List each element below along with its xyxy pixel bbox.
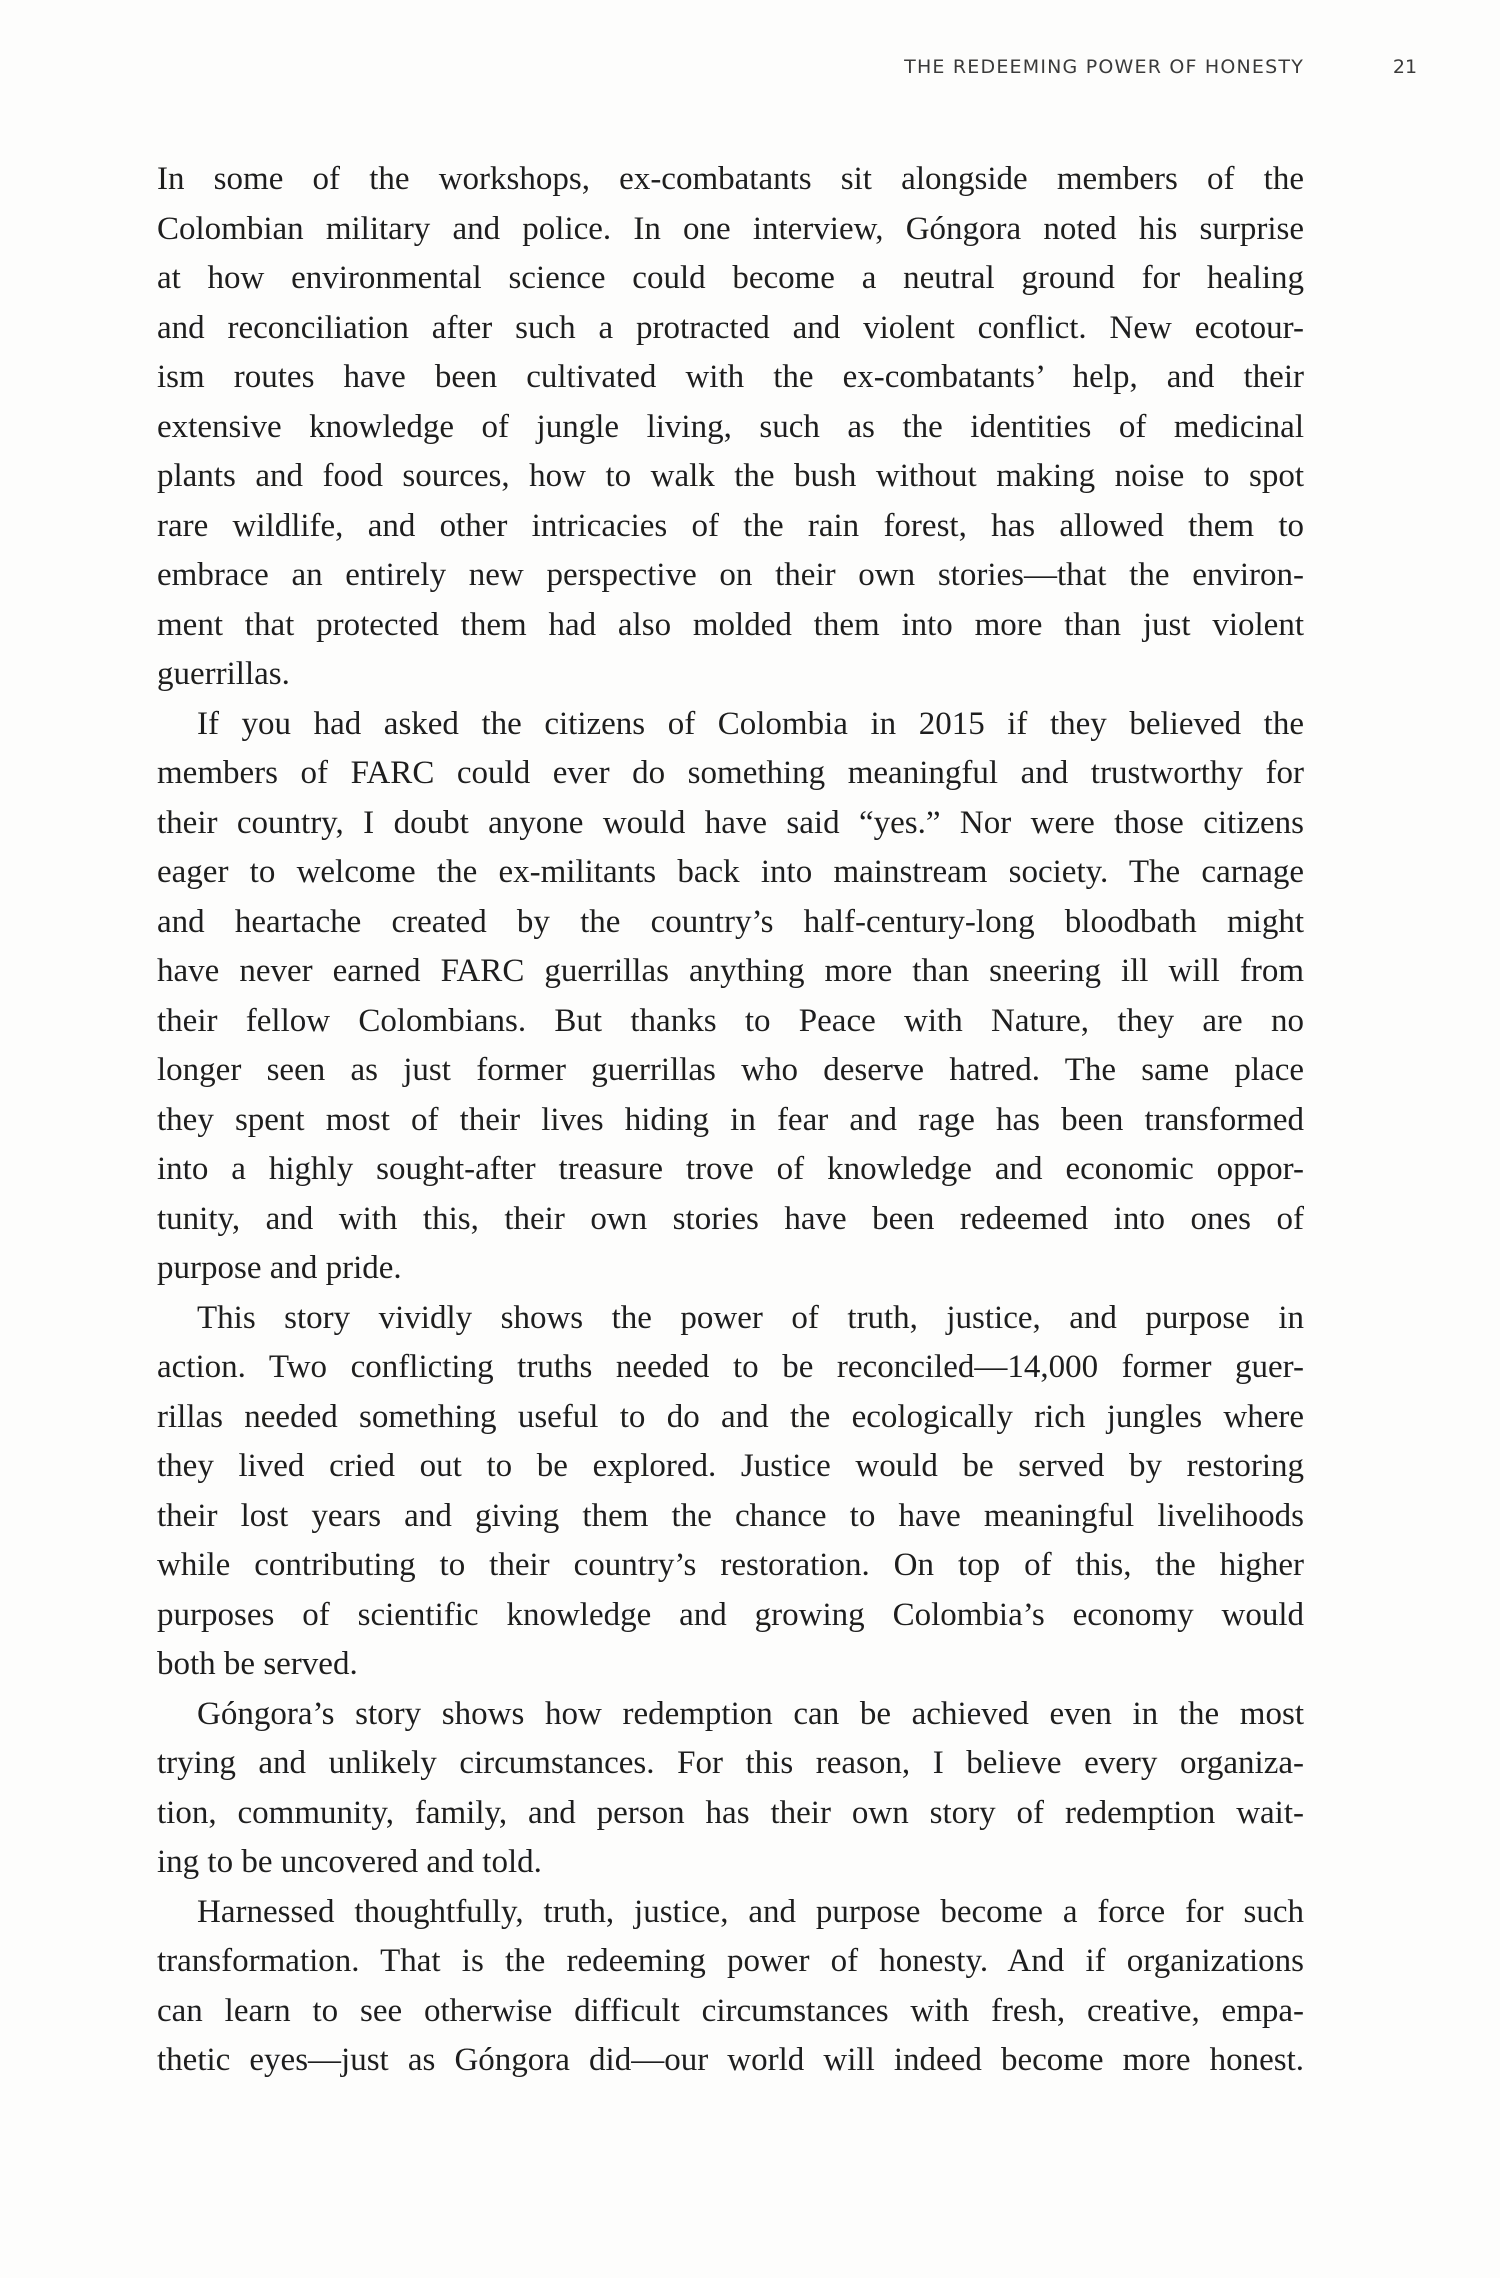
- paragraph: [157, 700, 1304, 1294]
- text-line: into a highly sought-after treasure trove of knowledge and economic oppor-: [157, 1151, 1304, 1187]
- text-line: their fellow Colombians. But thanks to Peace with Nature, they are no: [157, 1002, 1304, 1039]
- text-line: This story vividly shows the power of truth, justice, and purpose in: [197, 1299, 1304, 1336]
- text-line: can learn to see otherwise difficult circumstances with fresh, creative, empa-: [157, 1992, 1304, 2029]
- text-line: and reconciliation after such a protracted and violent conflict. New ecotour-: [157, 309, 1304, 346]
- running-head-title: THE REDEEMING POWER OF HONESTY: [904, 56, 1304, 78]
- text-line: eager to welcome the ex-militants back into mainstream society. The carnage: [157, 854, 1304, 890]
- text-line: ing to be uncovered and told.: [157, 1844, 542, 1880]
- text-line: If you had asked the citizens of Colombia in 2015 if they believed the: [197, 705, 1304, 742]
- text-line: guerrillas.: [157, 656, 290, 692]
- text-line: embrace an entirely new perspective on their own stories—that the environ-: [157, 557, 1304, 593]
- text-line: their lost years and giving them the chance to have meaningful livelihoods: [157, 1497, 1304, 1534]
- text-line: they spent most of their lives hiding in fear and rage has been transformed: [157, 1101, 1304, 1138]
- text-line: they lived cried out to be explored. Justice would be served by restoring: [157, 1448, 1304, 1484]
- text-line: extensive knowledge of jungle living, such as the identities of medicinal: [157, 408, 1304, 445]
- text-line: Colombian military and police. In one interview, Góngora noted his surprise: [157, 210, 1304, 247]
- text-line: both be served.: [157, 1646, 358, 1682]
- text-line: their country, I doubt anyone would have said “yes.” Nor were those citizens: [157, 804, 1304, 841]
- text-line: members of FARC could ever do something meaningful and trustworthy for: [157, 755, 1304, 791]
- text-line: In some of the workshops, ex-combatants sit alongside members of the: [157, 161, 1304, 197]
- text-line: rillas needed something useful to do and the ecologically rich jungles where: [157, 1398, 1304, 1435]
- body-text: [157, 155, 1304, 2086]
- text-line: transformation. That is the redeeming power of honesty. And if organizations: [157, 1943, 1304, 1979]
- page-number: 21: [1392, 56, 1418, 78]
- text-line: ism routes have been cultivated with the ex-combatants’ help, and their: [157, 359, 1304, 395]
- text-line: ment that protected them had also molded them into more than just violent: [157, 606, 1304, 643]
- text-line: and heartache created by the country’s half-century-long bloodbath might: [157, 903, 1304, 940]
- text-line: plants and food sources, how to walk the bush without making noise to spot: [157, 458, 1304, 494]
- text-line: Harnessed thoughtfully, truth, justice, and purpose become a force for such: [197, 1893, 1304, 1930]
- paragraph: [157, 155, 1304, 700]
- paragraph: [157, 1690, 1304, 1888]
- text-line: tunity, and with this, their own stories have been redeemed into ones of: [157, 1200, 1304, 1237]
- text-line: trying and unlikely circumstances. For this reason, I believe every organiza-: [157, 1745, 1304, 1781]
- paragraph: [157, 1294, 1304, 1690]
- text-line: have never earned FARC guerrillas anything more than sneering ill will from: [157, 953, 1304, 989]
- text-line: while contributing to their country’s restoration. On top of this, the higher: [157, 1547, 1304, 1583]
- text-line: thetic eyes—just as Góngora did—our world will indeed become more honest.: [157, 2042, 1304, 2078]
- text-line: Góngora’s story shows how redemption can be achieved even in the most: [197, 1695, 1304, 1732]
- text-line: action. Two conflicting truths needed to be reconciled—14,000 former guer-: [157, 1349, 1304, 1385]
- text-line: tion, community, family, and person has their own story of redemption wait-: [157, 1794, 1304, 1831]
- text-line: purpose and pride.: [157, 1250, 402, 1286]
- text-line: longer seen as just former guerrillas who deserve hatred. The same place: [157, 1052, 1304, 1088]
- text-line: rare wildlife, and other intricacies of the rain forest, has allowed them to: [157, 507, 1304, 544]
- paragraph: [157, 1888, 1304, 2086]
- text-line: at how environmental science could become a neutral ground for healing: [157, 260, 1304, 296]
- text-line: purposes of scientific knowledge and growing Colombia’s economy would: [157, 1596, 1304, 1633]
